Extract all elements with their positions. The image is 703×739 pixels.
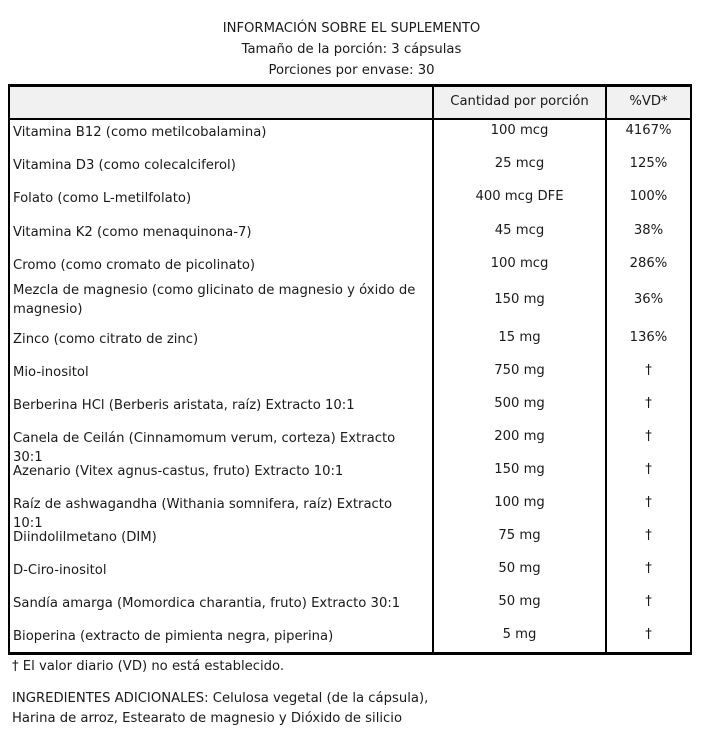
nutrient-name: Azenario (Vitex agnus-castus, fruto) Extracto 10:1 <box>13 463 344 479</box>
table-row <box>10 495 690 531</box>
nutrient-amount: 25 mcg <box>494 156 545 171</box>
table-row <box>10 281 690 321</box>
table-row <box>10 156 690 175</box>
table-row <box>10 363 690 382</box>
nutrient-amount: 45 mcg <box>494 223 545 238</box>
table-row <box>10 528 690 547</box>
nutrient-daily-value: 36% <box>633 292 664 307</box>
table-row <box>10 256 690 275</box>
nutrient-name: Canela de Ceilán (Cinnamomum verum, corteza) Extracto 30:1 <box>13 430 396 465</box>
table-row <box>10 627 690 646</box>
nutrient-amount: 150 mg <box>494 462 545 477</box>
nutrient-name: Vitamina B12 (como metilcobalamina) <box>13 124 267 140</box>
nutrient-daily-value: 286% <box>629 256 668 271</box>
nutrient-daily-value: † <box>645 396 652 411</box>
nutrient-name: Folato (como L-metilfolato) <box>13 190 192 206</box>
table-row <box>10 396 690 415</box>
footnote-daily-value: † El valor diario (VD) no está establecido. <box>12 659 285 674</box>
nutrient-amount: 200 mg <box>494 429 545 444</box>
nutrient-name: Mezcla de magnesio (como glicinato de magnesio y óxido de magnesio) <box>13 283 416 317</box>
nutrient-amount: 100 mg <box>494 495 545 510</box>
nutrient-amount: 5 mg <box>502 627 537 642</box>
additional-ingredients: INGREDIENTES ADICIONALES: Celulosa vegetal (de la cápsula), Harina de arroz, Estearato de magnesio y Dióxido de silicio <box>12 691 429 726</box>
nutrient-amount: 100 mcg <box>490 123 549 138</box>
nutrient-daily-value: 38% <box>633 223 664 238</box>
table-row <box>10 462 690 481</box>
table-row <box>10 429 690 465</box>
serving-size: Tamaño de la porción: 3 cápsulas <box>241 42 462 57</box>
servings-per-container: Porciones por envase: 30 <box>268 63 435 78</box>
nutrient-daily-value: † <box>645 495 652 510</box>
nutrient-name: Diindolilmetano (DIM) <box>13 529 157 545</box>
table-row <box>10 223 690 242</box>
nutrient-amount: 50 mg <box>498 561 541 576</box>
column-header-amount: Cantidad por porción <box>450 94 589 109</box>
nutrient-name: Zinco (como citrato de zinc) <box>13 331 199 347</box>
nutrient-name: Bioperina (extracto de pimienta negra, piperina) <box>13 628 334 644</box>
table-row <box>10 189 690 208</box>
nutrient-name: D-Ciro-inositol <box>13 562 107 578</box>
table-header-row <box>10 87 690 120</box>
label-title: INFORMACIÓN SOBRE EL SUPLEMENTO <box>222 21 481 36</box>
nutrient-daily-value: 100% <box>629 189 668 204</box>
nutrient-daily-value: † <box>645 363 652 378</box>
nutrient-amount: 400 mcg DFE <box>475 189 564 204</box>
supplement-facts-table <box>8 84 692 655</box>
nutrient-amount: 500 mg <box>494 396 545 411</box>
nutrient-daily-value: † <box>645 627 652 642</box>
table-row <box>10 330 690 349</box>
nutrient-daily-value: † <box>645 462 652 477</box>
nutrient-name: Raíz de ashwagandha (Withania somnifera, raíz) Extracto 10:1 <box>13 496 393 531</box>
nutrient-name: Vitamina K2 (como menaquinona-7) <box>13 224 252 240</box>
nutrient-daily-value: 136% <box>629 330 668 345</box>
nutrient-name: Sandía amarga (Momordica charantia, fruto) Extracto 30:1 <box>13 595 401 611</box>
nutrient-amount: 100 mcg <box>490 256 549 271</box>
nutrient-daily-value: 125% <box>629 156 668 171</box>
nutrient-name: Berberina HCl (Berberis aristata, raíz) Extracto 10:1 <box>13 397 355 413</box>
nutrient-amount: 150 mg <box>494 292 545 307</box>
nutrient-amount: 50 mg <box>498 594 541 609</box>
table-row <box>10 594 690 613</box>
nutrient-daily-value: † <box>645 561 652 576</box>
column-header-daily-value: %VD* <box>629 94 668 109</box>
table-row <box>10 561 690 580</box>
nutrient-name: Mio-inositol <box>13 364 89 380</box>
nutrient-amount: 75 mg <box>498 528 541 543</box>
nutrient-daily-value: 4167% <box>625 123 672 138</box>
nutrient-name: Vitamina D3 (como colecalciferol) <box>13 157 236 173</box>
table-row <box>10 123 690 142</box>
nutrient-daily-value: † <box>645 528 652 543</box>
nutrient-amount: 750 mg <box>494 363 545 378</box>
nutrient-name: Cromo (como cromato de picolinato) <box>13 257 256 273</box>
nutrient-daily-value: † <box>645 429 652 444</box>
nutrient-amount: 15 mg <box>498 330 541 345</box>
nutrient-daily-value: † <box>645 594 652 609</box>
